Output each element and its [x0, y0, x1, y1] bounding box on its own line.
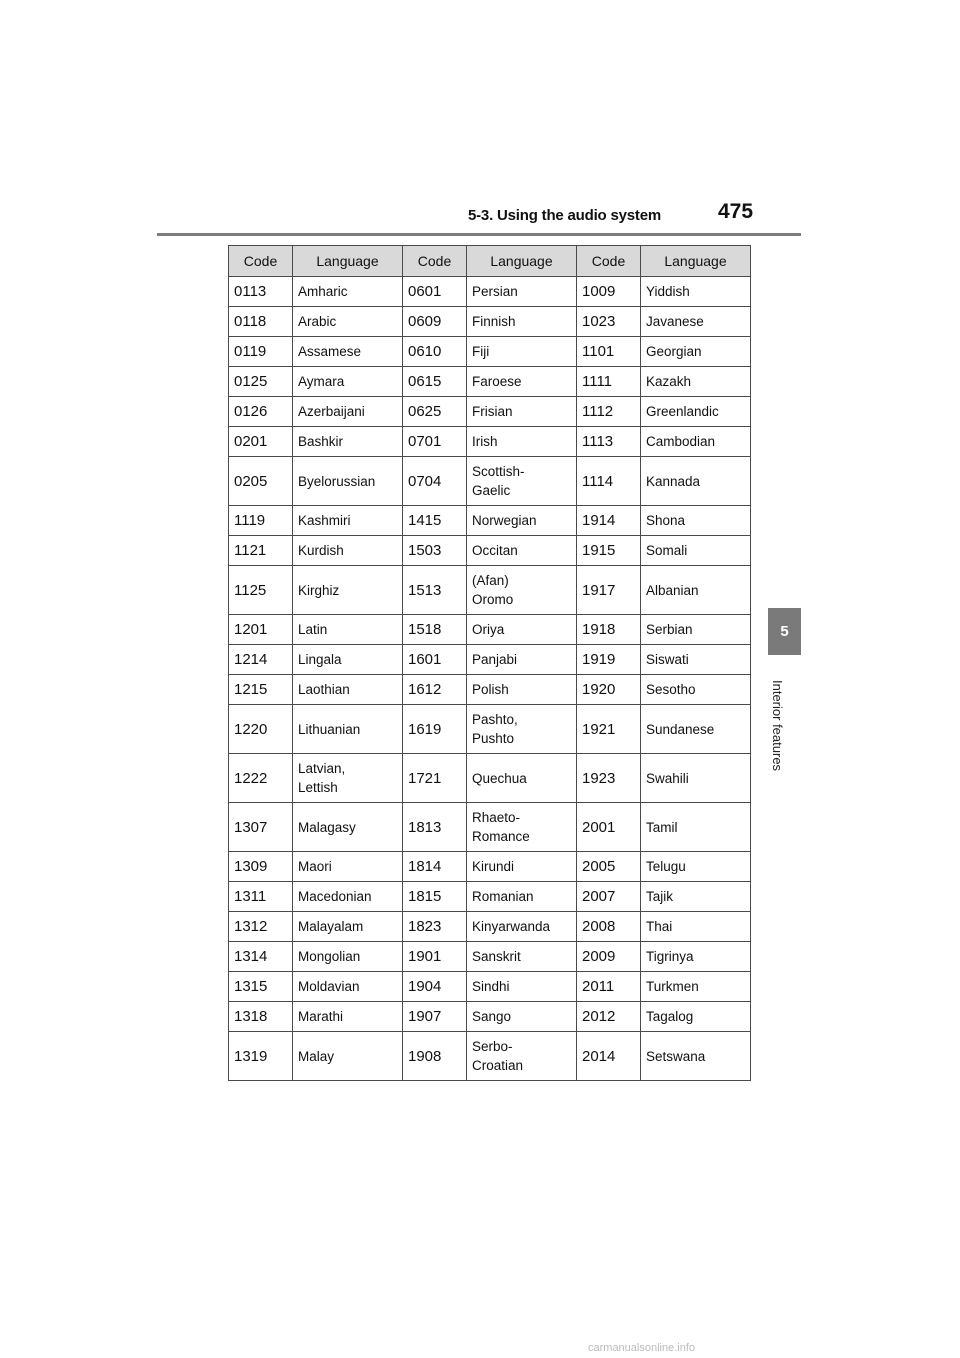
table-row [229, 566, 751, 615]
language-cell: Assamese [293, 337, 403, 367]
language-cell: Telugu [641, 852, 751, 882]
code-cell: 2008 [577, 912, 641, 942]
code-cell: 1201 [229, 615, 293, 645]
header-divider [157, 233, 801, 236]
code-cell: 1114 [577, 457, 641, 506]
code-cell: 1214 [229, 645, 293, 675]
chapter-label: Interior features [770, 680, 785, 772]
column-header-code: Code [229, 246, 293, 277]
language-cell: Marathi [293, 1002, 403, 1032]
language-cell: Persian [467, 277, 577, 307]
language-cell: Kinyarwanda [467, 912, 577, 942]
language-cell: Shona [641, 506, 751, 536]
language-cell: Romanian [467, 882, 577, 912]
code-cell: 1311 [229, 882, 293, 912]
code-cell: 2005 [577, 852, 641, 882]
code-cell: 1314 [229, 942, 293, 972]
code-cell: 0609 [403, 307, 467, 337]
watermark: carmanualsonline.info [588, 1342, 696, 1354]
language-cell: Swahili [641, 754, 751, 803]
language-cell: Quechua [467, 754, 577, 803]
language-cell: Irish [467, 427, 577, 457]
code-cell: 0113 [229, 277, 293, 307]
code-cell: 1513 [403, 566, 467, 615]
code-cell: 0126 [229, 397, 293, 427]
language-cell: Lingala [293, 645, 403, 675]
code-cell: 2009 [577, 942, 641, 972]
table-row [229, 397, 751, 427]
code-cell: 1318 [229, 1002, 293, 1032]
table-row [229, 307, 751, 337]
table-row [229, 852, 751, 882]
language-cell: Maori [293, 852, 403, 882]
language-cell: Tagalog [641, 1002, 751, 1032]
language-cell: Kurdish [293, 536, 403, 566]
code-cell: 1901 [403, 942, 467, 972]
language-cell: Rhaeto- Romance [467, 803, 577, 852]
language-cell: Kirundi [467, 852, 577, 882]
table-row [229, 803, 751, 852]
language-cell: Oriya [467, 615, 577, 645]
code-cell: 1319 [229, 1032, 293, 1081]
code-cell: 1121 [229, 536, 293, 566]
language-cell: Latin [293, 615, 403, 645]
table-row [229, 506, 751, 536]
code-cell: 1907 [403, 1002, 467, 1032]
chapter-number: 5 [780, 623, 789, 640]
code-cell: 1503 [403, 536, 467, 566]
code-cell: 1125 [229, 566, 293, 615]
language-cell: Tigrinya [641, 942, 751, 972]
code-cell: 0701 [403, 427, 467, 457]
code-cell: 0205 [229, 457, 293, 506]
code-cell: 2007 [577, 882, 641, 912]
language-cell: Somali [641, 536, 751, 566]
code-cell: 1112 [577, 397, 641, 427]
code-cell: 0615 [403, 367, 467, 397]
table-row [229, 675, 751, 705]
code-cell: 1601 [403, 645, 467, 675]
code-cell: 1920 [577, 675, 641, 705]
code-cell: 1215 [229, 675, 293, 705]
language-cell: Fiji [467, 337, 577, 367]
language-cell: Siswati [641, 645, 751, 675]
column-header-language: Language [293, 246, 403, 277]
language-cell: Laothian [293, 675, 403, 705]
language-cell: Byelorussian [293, 457, 403, 506]
code-cell: 0610 [403, 337, 467, 367]
language-cell: (Afan) Oromo [467, 566, 577, 615]
language-cell: Lithuanian [293, 705, 403, 754]
table-row [229, 912, 751, 942]
language-cell: Serbian [641, 615, 751, 645]
language-cell: Arabic [293, 307, 403, 337]
code-cell: 1923 [577, 754, 641, 803]
language-cell: Mongolian [293, 942, 403, 972]
language-cell: Malagasy [293, 803, 403, 852]
code-cell: 0125 [229, 367, 293, 397]
language-cell: Aymara [293, 367, 403, 397]
code-cell: 1111 [577, 367, 641, 397]
language-code-table [228, 245, 751, 1081]
table-row [229, 754, 751, 803]
language-cell: Sindhi [467, 972, 577, 1002]
table-row [229, 615, 751, 645]
language-cell: Sango [467, 1002, 577, 1032]
code-cell: 1009 [577, 277, 641, 307]
language-cell: Kashmiri [293, 506, 403, 536]
code-cell: 1904 [403, 972, 467, 1002]
code-cell: 1113 [577, 427, 641, 457]
code-cell: 1220 [229, 705, 293, 754]
language-cell: Setswana [641, 1032, 751, 1081]
code-cell: 1918 [577, 615, 641, 645]
language-cell: Norwegian [467, 506, 577, 536]
code-cell: 1921 [577, 705, 641, 754]
code-cell: 1518 [403, 615, 467, 645]
code-cell: 1415 [403, 506, 467, 536]
table-row [229, 882, 751, 912]
column-header-code: Code [577, 246, 641, 277]
language-cell: Yiddish [641, 277, 751, 307]
code-cell: 1307 [229, 803, 293, 852]
code-cell: 1721 [403, 754, 467, 803]
language-cell: Thai [641, 912, 751, 942]
column-header-language: Language [641, 246, 751, 277]
language-cell: Latvian, Lettish [293, 754, 403, 803]
code-cell: 1823 [403, 912, 467, 942]
table-row [229, 645, 751, 675]
language-cell: Azerbaijani [293, 397, 403, 427]
code-cell: 1908 [403, 1032, 467, 1081]
language-cell: Serbo- Croatian [467, 1032, 577, 1081]
code-cell: 1919 [577, 645, 641, 675]
code-cell: 1914 [577, 506, 641, 536]
language-cell: Albanian [641, 566, 751, 615]
code-cell: 1814 [403, 852, 467, 882]
language-cell: Sundanese [641, 705, 751, 754]
language-cell: Pashto, Pushto [467, 705, 577, 754]
table-row [229, 942, 751, 972]
table-row [229, 536, 751, 566]
table-row [229, 427, 751, 457]
code-cell: 0201 [229, 427, 293, 457]
language-cell: Moldavian [293, 972, 403, 1002]
language-cell: Kazakh [641, 367, 751, 397]
table-row [229, 1032, 751, 1081]
language-cell: Scottish- Gaelic [467, 457, 577, 506]
code-cell: 2011 [577, 972, 641, 1002]
table-row [229, 367, 751, 397]
language-cell: Turkmen [641, 972, 751, 1002]
code-cell: 0601 [403, 277, 467, 307]
language-cell: Kirghiz [293, 566, 403, 615]
table-row [229, 705, 751, 754]
language-cell: Malay [293, 1032, 403, 1081]
code-cell: 0119 [229, 337, 293, 367]
code-cell: 2001 [577, 803, 641, 852]
table-row [229, 1002, 751, 1032]
table-row [229, 277, 751, 307]
chapter-tab [768, 608, 801, 655]
code-cell: 0625 [403, 397, 467, 427]
table-body [229, 277, 751, 1081]
language-cell: Finnish [467, 307, 577, 337]
code-cell: 1612 [403, 675, 467, 705]
language-cell: Sanskrit [467, 942, 577, 972]
table-row [229, 337, 751, 367]
table-row [229, 972, 751, 1002]
code-cell: 1315 [229, 972, 293, 1002]
column-header-code: Code [403, 246, 467, 277]
language-cell: Bashkir [293, 427, 403, 457]
language-cell: Cambodian [641, 427, 751, 457]
language-cell: Polish [467, 675, 577, 705]
code-cell: 1023 [577, 307, 641, 337]
language-cell: Amharic [293, 277, 403, 307]
language-cell: Javanese [641, 307, 751, 337]
language-cell: Kannada [641, 457, 751, 506]
section-title: 5-3. Using the audio system [468, 207, 661, 224]
language-cell: Faroese [467, 367, 577, 397]
code-cell: 1101 [577, 337, 641, 367]
language-cell: Tamil [641, 803, 751, 852]
code-cell: 1619 [403, 705, 467, 754]
code-cell: 1915 [577, 536, 641, 566]
language-cell: Georgian [641, 337, 751, 367]
code-cell: 1309 [229, 852, 293, 882]
language-cell: Malayalam [293, 912, 403, 942]
code-cell: 1917 [577, 566, 641, 615]
column-header-language: Language [467, 246, 577, 277]
code-cell: 2012 [577, 1002, 641, 1032]
language-cell: Occitan [467, 536, 577, 566]
language-cell: Macedonian [293, 882, 403, 912]
code-cell: 1312 [229, 912, 293, 942]
language-cell: Greenlandic [641, 397, 751, 427]
language-cell: Panjabi [467, 645, 577, 675]
language-cell: Frisian [467, 397, 577, 427]
code-cell: 0704 [403, 457, 467, 506]
code-cell: 1119 [229, 506, 293, 536]
code-cell: 2014 [577, 1032, 641, 1081]
table-row [229, 457, 751, 506]
code-cell: 1815 [403, 882, 467, 912]
code-cell: 1222 [229, 754, 293, 803]
page-number: 475 [718, 200, 754, 223]
code-cell: 1813 [403, 803, 467, 852]
table-header-row [229, 246, 751, 277]
code-cell: 0118 [229, 307, 293, 337]
language-cell: Tajik [641, 882, 751, 912]
language-cell: Sesotho [641, 675, 751, 705]
